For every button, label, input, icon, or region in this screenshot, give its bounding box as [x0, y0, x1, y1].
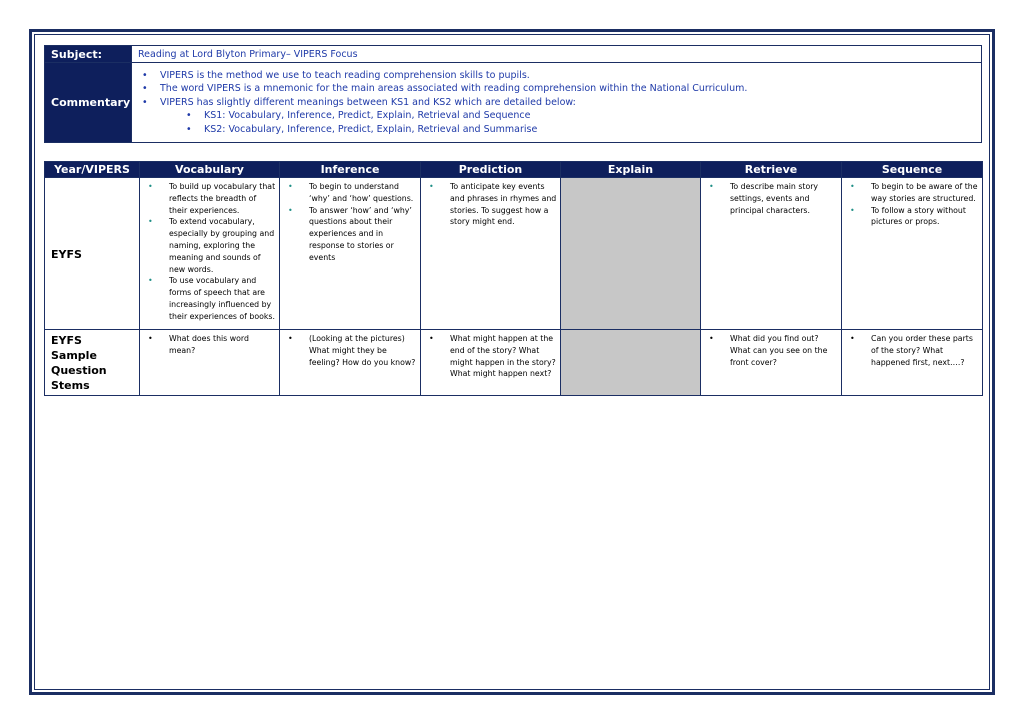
vipers-table	[44, 161, 983, 396]
row-label-question-stems	[45, 330, 140, 396]
list-item: • To answer ‘how’ and ‘why’ questions about their experiences and in response to stories or events	[283, 205, 417, 264]
list-item: • To begin to understand ‘why’ and ‘how’ questions.	[283, 181, 417, 205]
row-label-line: Question	[51, 364, 107, 377]
row-label-line: EYFS	[51, 334, 82, 347]
bullet-list	[283, 333, 417, 368]
row-label-eyfs: EYFS	[45, 178, 140, 330]
cell-explain-empty	[561, 178, 701, 330]
cell-sequence	[842, 330, 983, 396]
column-header-sequence: Sequence	[842, 162, 983, 178]
cell-sequence	[842, 178, 983, 330]
bullet-list	[424, 333, 557, 380]
list-item: • To extend vocabulary, especially by grouping and naming, exploring the meaning and sounds of new words.	[143, 216, 276, 275]
list-item: • Can you order these parts of the story? What happened first, next….?	[845, 333, 979, 368]
row-label-line: Stems	[51, 379, 90, 392]
list-item: • (Looking at the pictures) What might they be feeling? How do you know?	[283, 333, 417, 368]
commentary-label: Commentary	[45, 63, 132, 143]
cell-explain-empty	[561, 330, 701, 396]
bullet-list	[424, 181, 557, 228]
bullet-list	[704, 181, 838, 216]
commentary-subitem-ks1: • KS1: Vocabulary, Inference, Predict, Explain, Retrieval and Sequence	[182, 109, 981, 123]
bullet-list	[283, 181, 417, 264]
list-item: • To begin to be aware of the way stories are structured.	[845, 181, 979, 205]
cell-prediction	[421, 178, 561, 330]
bullet-list	[704, 333, 838, 368]
cell-prediction	[421, 330, 561, 396]
cell-retrieve	[701, 330, 842, 396]
list-item: • To use vocabulary and forms of speech that are increasingly influenced by their experiences of books.	[143, 275, 276, 322]
commentary-item: • VIPERS has slightly different meanings between KS1 and KS2 which are detailed below:	[138, 96, 981, 110]
column-header-vocabulary: Vocabulary	[140, 162, 280, 178]
bullet-list	[143, 333, 276, 357]
commentary-item: • VIPERS is the method we use to teach reading comprehension skills to pupils.	[138, 69, 981, 83]
column-header-prediction: Prediction	[421, 162, 561, 178]
cell-vocabulary	[140, 330, 280, 396]
list-item: • To describe main story settings, events and principal characters.	[704, 181, 838, 216]
cell-inference	[280, 178, 421, 330]
cell-retrieve	[701, 178, 842, 330]
commentary-sublist	[138, 109, 981, 136]
list-item: • What did you find out? What can you see on the front cover?	[704, 333, 838, 368]
column-header-year: Year/VIPERS	[45, 162, 140, 178]
bullet-list	[845, 181, 979, 228]
list-item: • To anticipate key events and phrases in rhymes and stories. To suggest how a story might end.	[424, 181, 557, 228]
list-item: • To build up vocabulary that reflects the breadth of their experiences.	[143, 181, 276, 216]
commentary-subitem-ks2: • KS2: Vocabulary, Inference, Predict, Explain, Retrieval and Summarise	[182, 123, 981, 137]
column-header-retrieve: Retrieve	[701, 162, 842, 178]
bullet-list	[143, 181, 276, 323]
cell-inference	[280, 330, 421, 396]
subject-value: Reading at Lord Blyton Primary– VIPERS Focus	[132, 46, 982, 63]
commentary-item: • The word VIPERS is a mnemonic for the main areas associated with reading comprehension within the National Curriculum.	[138, 82, 981, 96]
cell-vocabulary	[140, 178, 280, 330]
column-header-inference: Inference	[280, 162, 421, 178]
commentary-list	[138, 69, 981, 110]
table-row-eyfs	[45, 178, 983, 330]
column-header-explain: Explain	[561, 162, 701, 178]
subject-label: Subject:	[45, 46, 132, 63]
subject-commentary-table	[44, 45, 982, 143]
bullet-list	[845, 333, 979, 368]
commentary-content	[132, 63, 982, 143]
list-item: • To follow a story without pictures or props.	[845, 205, 979, 229]
list-item: • What does this word mean?	[143, 333, 276, 357]
row-label-line: Sample	[51, 349, 97, 362]
table-row-question-stems	[45, 330, 983, 396]
list-item: • What might happen at the end of the story? What might happen in the story? What might happen next?	[424, 333, 557, 380]
